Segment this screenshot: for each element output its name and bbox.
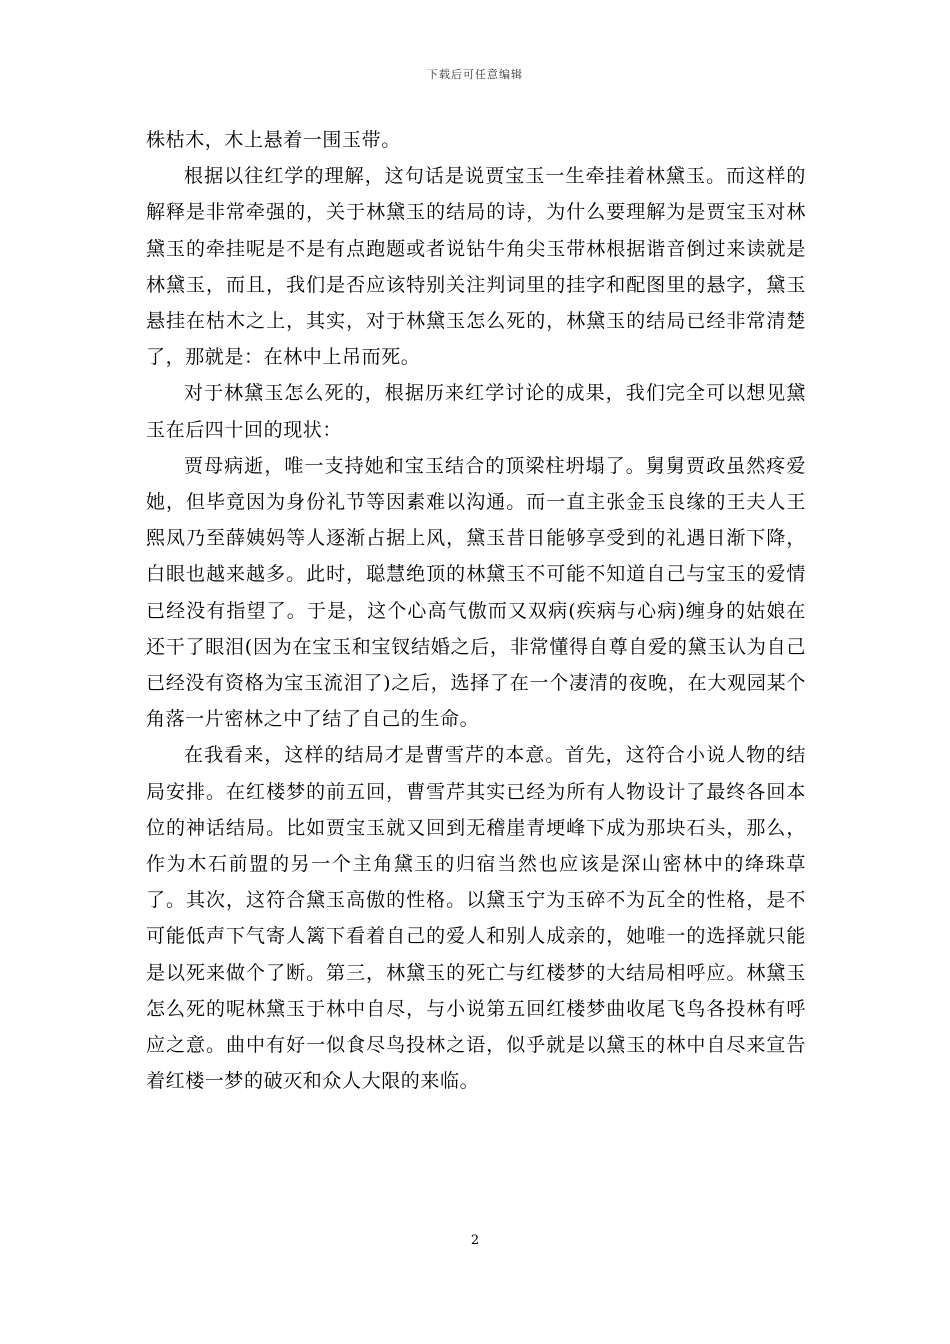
paragraph: 对于林黛玉怎么死的，根据历来红学讨论的成果，我们完全可以想见黛玉在后四十回的现状： [146,382,806,441]
page-number: 2 [470,1233,480,1248]
document-body [146,122,806,1099]
page-header: 下载后可任意编辑 [427,68,523,81]
paragraph: 在我看来，这样的结局才是曹雪芹的本意。首先，这符合小说人物的结局安排。在红楼梦的前五回，曹雪芹其实已经为所有人物设计了最终各回本位的神话结局。比如贾宝玉就又回到无稽崖青埂峰下成为那块石头，那么，作为木石前盟的另一个主角黛玉的归宿当然也应该是深山密林中的绛珠草了。其次，这符合黛玉高傲的性格。以黛玉宁为玉碎不为瓦全的性格，是不可能低声下气寄人篱下看着自己的爱人和别人成亲的，她唯一的选择就只能是以死来做个了断。第三，林黛玉的死亡与红楼梦的大结局相呼应。林黛玉怎么死的呢林黛玉于林中自尽，与小说第五回红楼梦曲收尾飞鸟各投林有呼应之意。曲中有好一似食尽鸟投林之语，似乎就是以黛玉的林中自尽来宣告着红楼一梦的破灭和众人大限的来临。 [146,744,806,1093]
paragraph: 根据以往红学的理解，这句话是说贾宝玉一生牵挂着林黛玉。而这样的解释是非常牵强的，关于林黛玉的结局的诗，为什么要理解为是贾宝玉对林黛玉的牵挂呢是不是有点跑题或者说钻牛角尖玉带林根据谐音倒过来读就是林黛玉，而且，我们是否应该特别关注判词里的挂字和配图里的悬字，黛玉悬挂在枯木之上，其实，对于林黛玉怎么死的，林黛玉的结局已经非常清楚了，那就是：在林中上吊而死。 [146,165,806,369]
paragraph-continuation: 株枯木，木上悬着一围玉带。 [146,129,401,151]
paragraph: 贾母病逝，唯一支持她和宝玉结合的顶梁柱坍塌了。舅舅贾政虽然疼爱她，但毕竟因为身份礼节等因素难以沟通。而一直主张金玉良缘的王夫人王熙凤乃至薛姨妈等人逐渐占据上风，黛玉昔日能够享受到的礼遇日渐下降，白眼也越来越多。此时，聪慧绝顶的林黛玉不可能不知道自己与宝玉的爱情已经没有指望了。于是，这个心高气傲而又双病(疾病与心病)缠身的姑娘在还干了眼泪(因为在宝玉和宝钗结婚之后，非常懂得自尊自爱的黛玉认为自己已经没有资格为宝玉流泪了)之后，选择了在一个凄清的夜晚，在大观园某个角落一片密林之中了结了自己的生命。 [146,454,806,731]
